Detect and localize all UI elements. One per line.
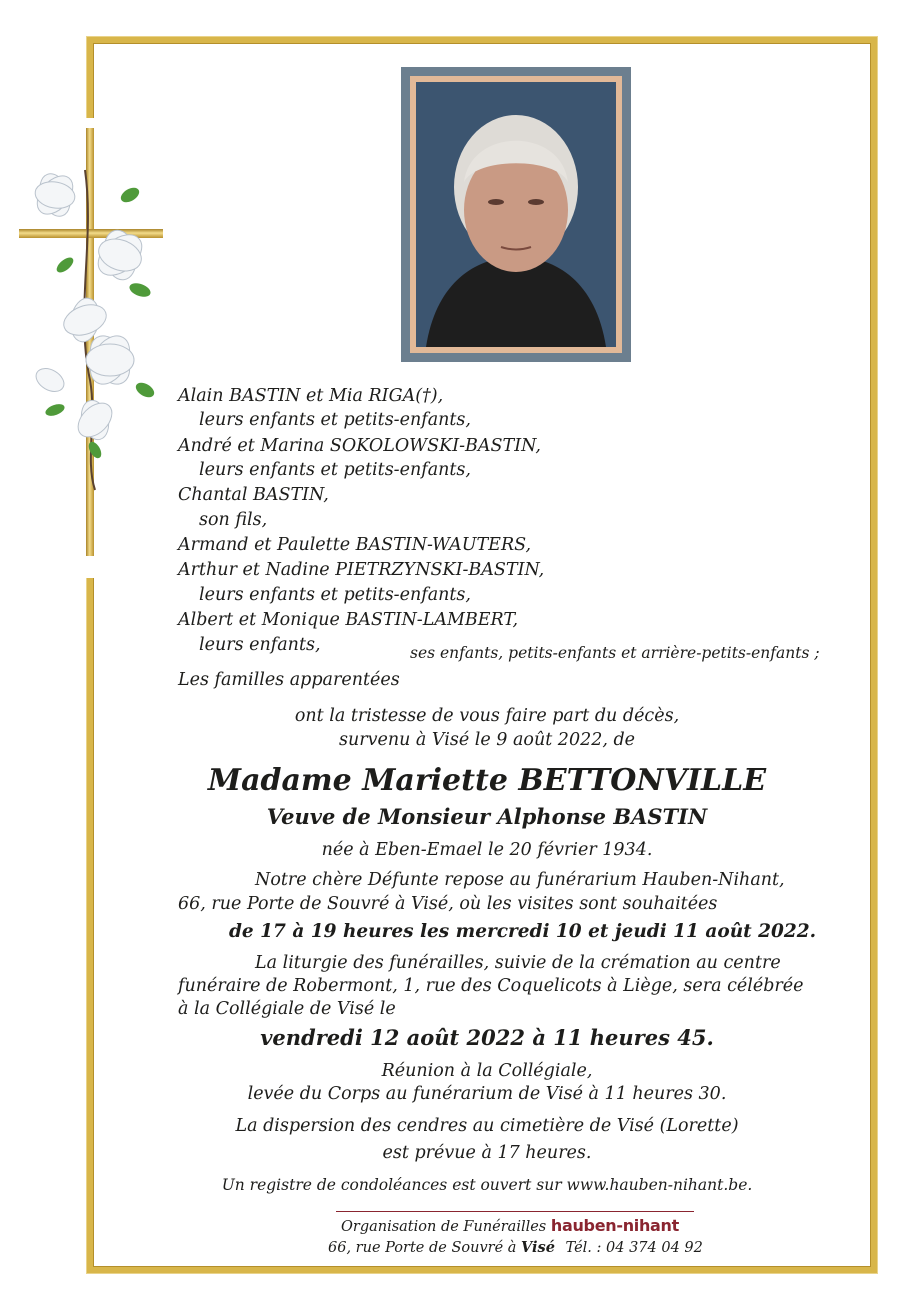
address-prefix: 66, rue Porte de Souvré à xyxy=(328,1240,517,1256)
condolence-register: Un registre de condoléances est ouvert sur www.hauben-nihant.be. xyxy=(221,1176,753,1194)
org-label: Organisation de Funérailles xyxy=(341,1219,547,1235)
family-relation-2: leurs enfants et petits-enfants, xyxy=(199,460,471,480)
footer-separator xyxy=(336,1211,694,1212)
widow-of: Veuve de Monsieur Alphonse BASTIN xyxy=(266,804,708,829)
family-name-6: Albert et Monique BASTIN-LAMBERT, xyxy=(178,610,519,630)
liturgy-line-3: à la Collégiale de Visé le xyxy=(178,999,396,1019)
brand-logo: hauben-nihant xyxy=(550,1216,679,1235)
portrait-frame xyxy=(401,67,631,362)
ashes-line-2: est prévue à 17 heures. xyxy=(382,1143,592,1163)
family-relation-5: leurs enfants et petits-enfants, xyxy=(199,585,471,605)
family-relation-1: leurs enfants et petits-enfants, xyxy=(199,410,471,430)
all-descendants: ses enfants, petits-enfants et arrière-petits-enfants ; xyxy=(410,644,820,662)
liturgy-line-2: funéraire de Robermont, 1, rue des Coquelicots à Liège, sera célébrée xyxy=(178,976,804,996)
family-name-5: Arthur et Nadine PIETRZYNSKI-BASTIN, xyxy=(178,560,545,580)
family-relation-3: son fils, xyxy=(199,510,268,530)
visits-line-1: Notre chère Défunte repose au funérarium Hauben-Nihant, xyxy=(255,870,785,890)
birth-info: née à Eben-Emael le 20 février 1934. xyxy=(321,840,653,860)
visits-line-2: 66, rue Porte de Souvré à Visé, où les visites sont souhaitées xyxy=(178,894,718,914)
address-city: Visé xyxy=(521,1239,555,1256)
family-relation-6: leurs enfants, xyxy=(199,635,321,655)
visits-times: de 17 à 19 heures les mercredi 10 et jeudi 11 août 2022. xyxy=(229,921,817,942)
footer-address-line xyxy=(328,1241,703,1256)
deceased-name: Madame Mariette BETTONVILLE xyxy=(207,763,767,798)
related-families: Les familles apparentées xyxy=(178,670,400,690)
ashes-line-1: La dispersion des cendres au cimetière de Visé (Lorette) xyxy=(235,1116,739,1136)
family-name-4: Armand et Paulette BASTIN-WAUTERS, xyxy=(178,535,532,555)
footer-org-line xyxy=(341,1218,679,1235)
magnolia-flowers-icon xyxy=(25,160,165,500)
meeting-line-2: levée du Corps au funérarium de Visé à 11 heures 30. xyxy=(247,1084,727,1104)
family-name-2: André et Marina SOKOLOWSKI-BASTIN, xyxy=(178,436,541,456)
family-name-1: Alain BASTIN et Mia RIGA(†), xyxy=(178,386,444,406)
liturgy-line-1: La liturgie des funérailles, suivie de la crémation au centre xyxy=(255,953,781,973)
portrait-photo xyxy=(416,82,616,347)
funeral-date: vendredi 12 août 2022 à 11 heures 45. xyxy=(260,1025,714,1050)
announce-line-2: survenu à Visé le 9 août 2022, de xyxy=(338,730,636,750)
announce-line-1: ont la tristesse de vous faire part du décès, xyxy=(294,706,680,726)
meeting-line-1: Réunion à la Collégiale, xyxy=(381,1061,593,1081)
family-name-3: Chantal BASTIN, xyxy=(178,485,329,505)
phone: Tél. : 04 374 04 92 xyxy=(565,1240,703,1256)
